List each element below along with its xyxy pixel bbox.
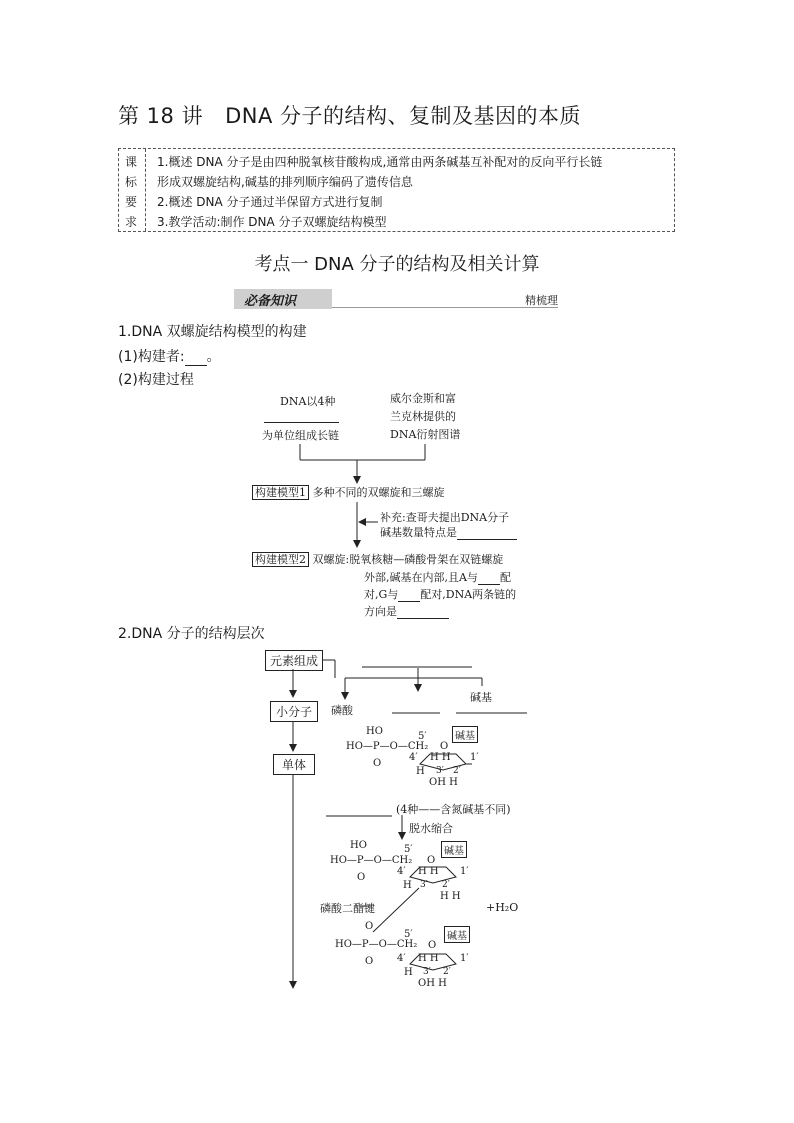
- chem-5prime: 5′: [404, 844, 413, 855]
- nucleotide-kinds-text: (4种——含氮碱基不同): [396, 803, 511, 816]
- requirement-line: 1.概述 DNA 分子是由四种脱氧核苷酸构成,通常由两条碱基互补配对的反向平行长链: [157, 155, 603, 169]
- phosphate-label: 磷酸: [331, 704, 353, 717]
- model2-line2-a: 外部,碱基在内部,且A与: [364, 571, 478, 584]
- chem-h: H H: [430, 752, 451, 763]
- band-label: 必备知识: [244, 294, 297, 309]
- req-label-char: 求: [125, 215, 138, 229]
- lecture-topic: DNA 分子的结构、复制及基因的本质: [225, 104, 581, 128]
- chem-phosphate-chain: HO—P—O—CH₂: [330, 855, 413, 866]
- base-box: 碱基: [441, 841, 467, 858]
- dehydration-label: 脱水缩合: [409, 822, 453, 835]
- model1-text: 多种不同的双螺旋和三螺旋: [312, 486, 445, 499]
- chem-o-bottom: O: [365, 956, 374, 967]
- elements-box: 元素组成: [265, 650, 323, 671]
- model2-label: 构建模型2: [252, 552, 309, 567]
- chem-2prime: 2′: [442, 880, 450, 890]
- model1-label: 构建模型1: [252, 485, 309, 500]
- chem-h: H H: [418, 866, 439, 877]
- requirement-line: 形成双螺旋结构,碱基的排列顺序编码了遗传信息: [157, 175, 413, 189]
- answer-blank: [397, 605, 449, 619]
- chem-h: H: [404, 967, 413, 978]
- xray-source-line: DNA衍射图谱: [390, 428, 461, 441]
- chem-ho-top: HO: [350, 840, 367, 851]
- chem-oh-h: OH H: [418, 978, 447, 989]
- chem-3prime: 3′: [420, 880, 428, 890]
- chem-4prime: 4′: [397, 866, 406, 877]
- chem-4prime: 4′: [409, 752, 418, 763]
- req-label-char: 要: [125, 195, 138, 209]
- chem-ho-top: HO: [366, 726, 383, 737]
- item1-prefix: (1)构建者:: [118, 349, 185, 365]
- chem-3prime: 3′: [423, 967, 431, 977]
- model2-line3-a: 对,G与: [364, 588, 399, 601]
- chem-ring-o: O: [428, 940, 437, 951]
- chem-3prime: 3′: [436, 766, 444, 776]
- req-label-char: 课: [125, 155, 138, 169]
- chem-h: H: [416, 766, 425, 777]
- req-label-char: 标: [125, 175, 138, 189]
- chem-4prime: 4′: [397, 953, 406, 964]
- water-label: +H₂O: [486, 901, 519, 914]
- model2-row: [252, 551, 503, 567]
- chem-o-bottom: O: [357, 872, 366, 883]
- chem-h: H H: [418, 953, 439, 964]
- chem-ring-o: O: [427, 855, 436, 866]
- answer-blank: [398, 588, 420, 602]
- band-right-label: 精梳理: [525, 294, 558, 307]
- chem-1prime: 1′: [470, 752, 479, 763]
- chem-5prime: 5′: [418, 731, 427, 742]
- chem-h: H: [403, 880, 412, 891]
- part1-item2: (2)构建过程: [118, 372, 194, 388]
- chem-phosphate-chain: HO—P—O—CH₂: [346, 741, 429, 752]
- xray-source-line: 威尔金斯和富: [390, 392, 456, 405]
- part2-heading: 2.DNA 分子的结构层次: [118, 626, 265, 642]
- chain-unit-text: 为单位组成长链: [262, 429, 339, 442]
- base-label: 碱基: [470, 691, 492, 704]
- model2-line3: [364, 586, 516, 602]
- chem-h-h: H H: [440, 891, 461, 902]
- item1-suffix: 。: [206, 349, 221, 365]
- chem-1prime: 1′: [460, 953, 469, 964]
- answer-blank: [457, 526, 517, 540]
- chem-5prime: 5′: [404, 929, 413, 940]
- chem-2prime: 2′: [453, 766, 461, 776]
- chem-1prime: 1′: [460, 866, 469, 877]
- requirement-line: 2.概述 DNA 分子通过半保留方式进行复制: [157, 195, 383, 209]
- small-molecules-box: 小分子: [270, 701, 318, 722]
- monomer-box: 单体: [273, 754, 315, 775]
- model2-line2: [364, 569, 511, 585]
- model2-line2-b: 配: [499, 571, 511, 584]
- lecture-number: 第 18 讲: [118, 104, 204, 128]
- model2-line4-text: 方向是: [364, 605, 397, 618]
- supplement-line2-text: 碱基数量特点是: [380, 526, 457, 539]
- xray-source-line: 兰克林提供的: [390, 410, 456, 423]
- model2-line4: [364, 603, 449, 619]
- part1-heading: 1.DNA 双螺旋结构模型的构建: [118, 324, 307, 340]
- model1-row: [252, 484, 445, 500]
- base-box: 碱基: [452, 726, 478, 743]
- chem-2prime: 2′: [443, 967, 451, 977]
- chem-o-link: O: [365, 921, 374, 932]
- chem-phosphate-chain: HO—P—O—CH₂: [335, 939, 418, 950]
- chem-o-bottom: O: [373, 758, 382, 769]
- chem-oh-h: OH H: [429, 777, 458, 788]
- supplement-line1: 补充:查哥夫提出DNA分子: [380, 511, 510, 524]
- requirement-line: 3.教学活动:制作 DNA 分子双螺旋结构模型: [157, 215, 387, 229]
- model2-line1: 双螺旋:脱氧核糖—磷酸骨架在双链螺旋: [312, 553, 504, 566]
- model2-line3-b: 配对,DNA两条链的: [420, 588, 517, 601]
- answer-blank: [478, 571, 500, 585]
- phosphodiester-label: 磷酸二酯键: [320, 902, 375, 915]
- section-title: 考点一 DNA 分子的结构及相关计算: [254, 254, 540, 275]
- supplement-line2: [380, 524, 517, 540]
- chem-ring-o: O: [440, 741, 449, 752]
- dna-four-kinds-text: DNA以4种: [280, 395, 336, 408]
- base-box: 碱基: [444, 926, 470, 943]
